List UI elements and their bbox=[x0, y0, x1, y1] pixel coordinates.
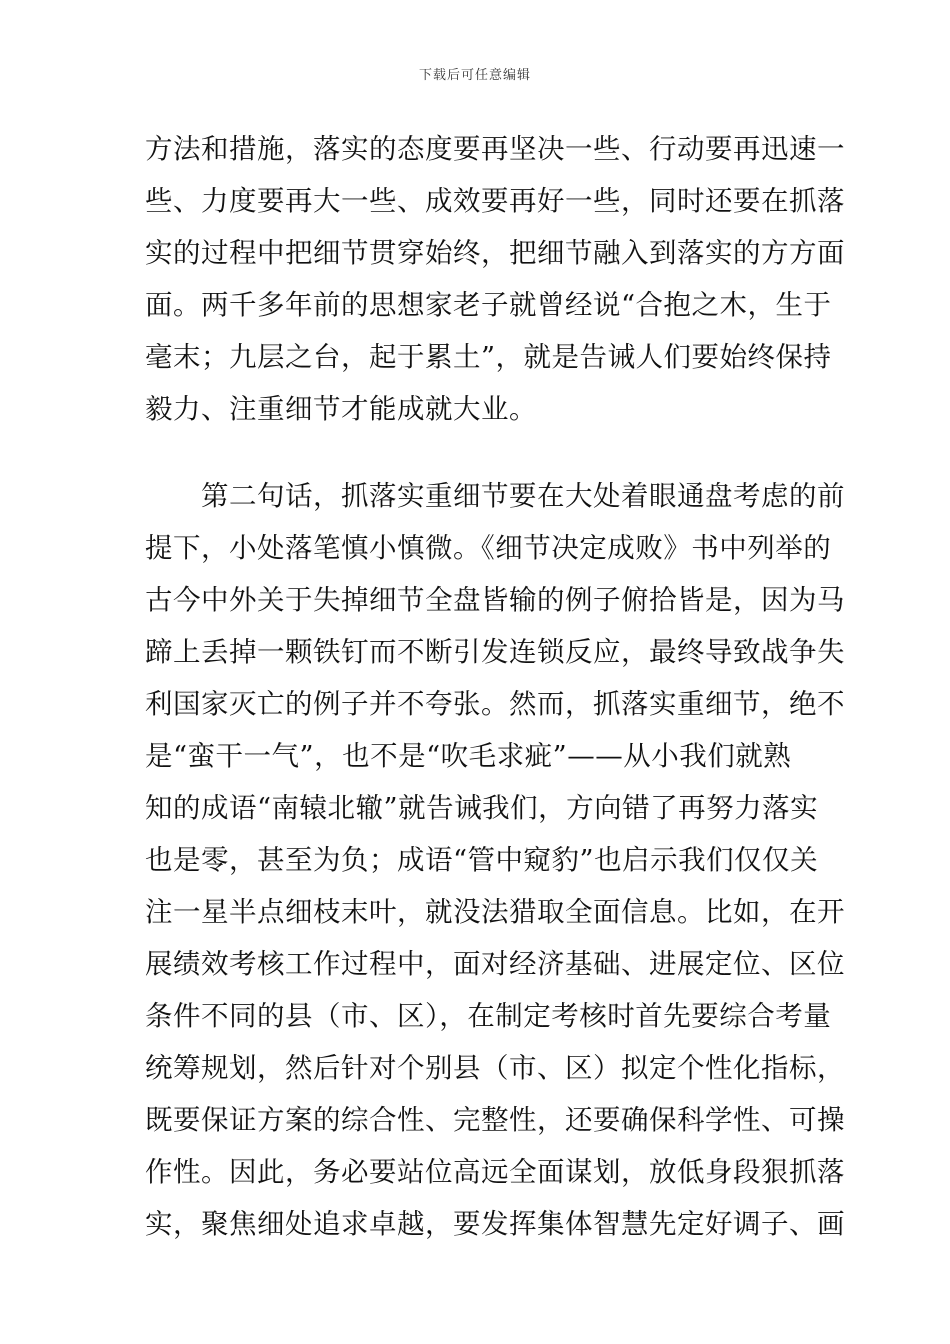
text-line: 实的过程中把细节贯穿始终，把细节融入到落实的方方面 bbox=[145, 237, 845, 269]
text-line: 既要保证方案的综合性、完整性，还要确保科学性、可操 bbox=[145, 1104, 845, 1136]
text-line: 第二句话，抓落实重细节要在大处着眼通盘考虑的前 bbox=[145, 480, 845, 512]
text-line: 方法和措施，落实的态度要再坚决一些、行动要再迅速一 bbox=[145, 133, 845, 165]
text-line: 展绩效考核工作过程中，面对经济基础、进展定位、区位 bbox=[145, 948, 845, 980]
paragraph-1 bbox=[145, 123, 845, 435]
text-line: 面。两千多年前的思想家老子就曾经说“合抱之木，生于 bbox=[145, 289, 832, 321]
text-line: 注一星半点细枝末叶，就没法猎取全面信息。比如，在开 bbox=[145, 896, 845, 928]
text-line: 也是零，甚至为负；成语“管中窥豹”也启示我们仅仅关 bbox=[145, 844, 819, 876]
text-line: 条件不同的县（市、区），在制定考核时首先要综合考量 bbox=[145, 1000, 832, 1032]
text-line: 统筹规划，然后针对个别县（市、区）拟定个性化指标， bbox=[145, 1052, 845, 1084]
text-line: 是“蛮干一气”，也不是“吹毛求疵”——从小我们就熟 bbox=[145, 740, 792, 772]
text-line: 蹄上丢掉一颗铁钉而不断引发连锁反应，最终导致战争失 bbox=[145, 636, 845, 668]
text-line: 作性。因此，务必要站位高远全面谋划，放低身段狠抓落 bbox=[145, 1156, 845, 1188]
paragraph-2 bbox=[145, 470, 845, 1250]
text-line: 毅力、注重细节才能成就大业。 bbox=[145, 393, 537, 425]
text-line: 知的成语“南辕北辙”就告诫我们，方向错了再努力落实 bbox=[145, 792, 819, 824]
text-line: 利国家灭亡的例子并不夸张。然而，抓落实重细节，绝不 bbox=[145, 688, 845, 720]
text-line: 些、力度要再大一些、成效要再好一些，同时还要在抓落 bbox=[145, 185, 845, 217]
text-line: 古今中外关于失掉细节全盘皆输的例子俯拾皆是，因为马 bbox=[145, 584, 845, 616]
text-line: 实，聚焦细处追求卓越，要发挥集体智慧先定好调子、画 bbox=[145, 1208, 845, 1240]
text-line: 提下，小处落笔慎小慎微。《细节决定成败》书中列举的 bbox=[145, 532, 832, 564]
text-line: 毫末；九层之台，起于累土”，就是告诫人们要始终保持 bbox=[145, 341, 832, 373]
page-header: 下载后可任意编辑 bbox=[418, 68, 531, 83]
